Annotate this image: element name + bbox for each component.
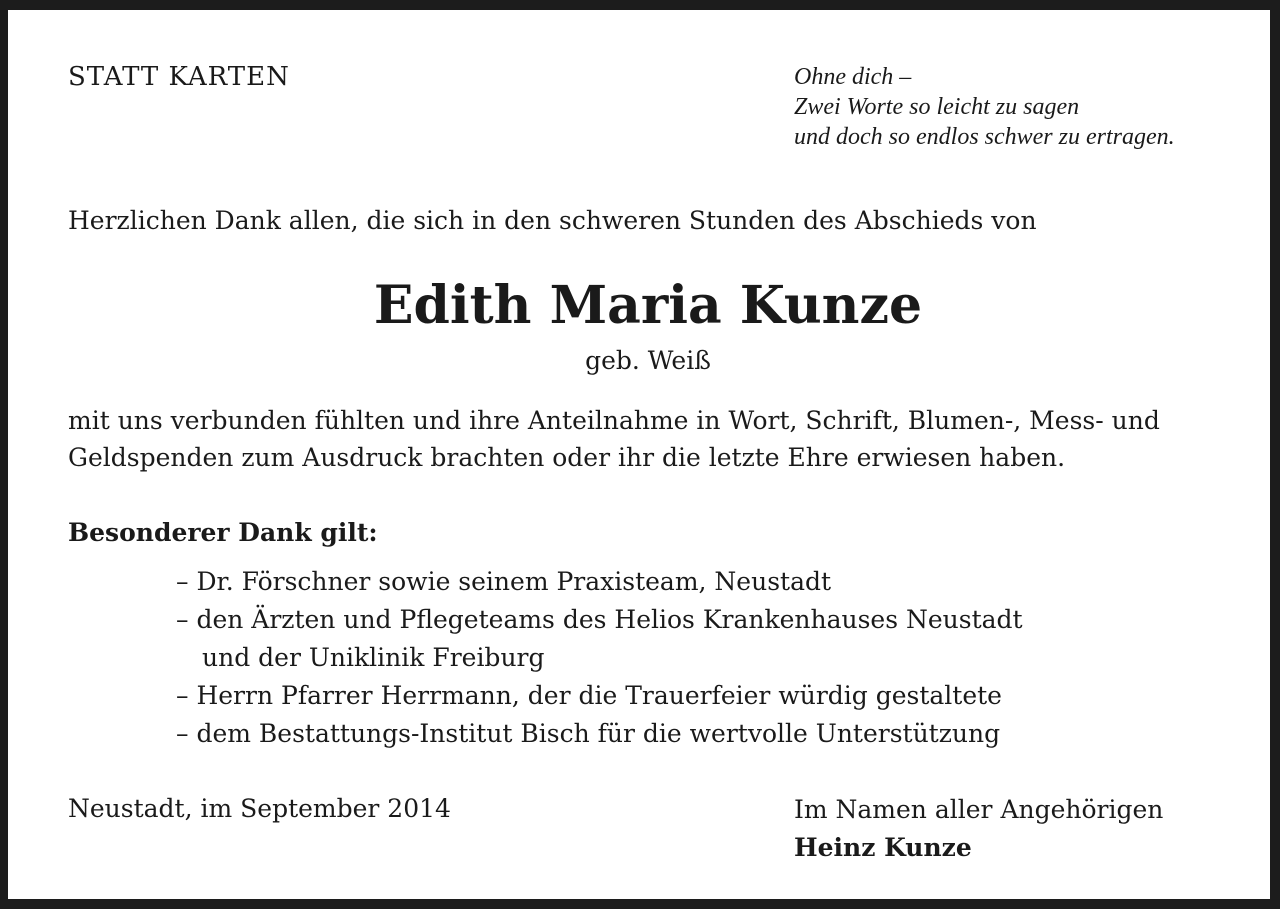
list-item: – den Ärzten und Pflegeteams des Helios Krankenhauses Neustadt xyxy=(176,605,1023,634)
poem-line: Zwei Worte so leicht zu sagen xyxy=(794,94,1080,120)
birth-name: geb. Weiß xyxy=(585,346,711,375)
poem-line: Ohne dich – xyxy=(794,64,912,90)
poem xyxy=(794,62,1175,152)
statt-karten-label: STATT KARTEN xyxy=(68,62,290,92)
list-item: – Dr. Förschner sowie seinem Praxisteam, Neustadt xyxy=(176,567,832,596)
place-date: Neustadt, im September 2014 xyxy=(68,794,451,823)
special-thanks-heading: Besonderer Dank gilt: xyxy=(68,518,378,547)
signature-block xyxy=(794,791,1163,867)
body-line: mit uns verbunden fühlten und ihre Anteilnahme in Wort, Schrift, Blumen-, Mess- und xyxy=(68,406,1160,435)
special-thanks-list xyxy=(176,563,1023,753)
deceased-name: Edith Maria Kunze xyxy=(373,275,923,336)
on-behalf-text: Im Namen aller Angehörigen xyxy=(794,795,1164,824)
intro-text: Herzlichen Dank allen, die sich in den schweren Stunden des Abschieds von xyxy=(68,206,1037,235)
body-text xyxy=(68,402,1160,476)
poem-line: und doch so endlos schwer zu ertragen. xyxy=(794,124,1175,150)
list-item: – Herrn Pfarrer Herrmann, der die Trauerfeier würdig gestaltete xyxy=(176,681,1002,710)
signer-name: Heinz Kunze xyxy=(794,833,972,862)
body-line: Geldspenden zum Ausdruck brachten oder ihr die letzte Ehre erwiesen haben. xyxy=(68,443,1066,472)
list-item-continuation: und der Uniklinik Freiburg xyxy=(202,643,545,672)
list-item: – dem Bestattungs-Institut Bisch für die wertvolle Unterstützung xyxy=(176,719,1001,748)
